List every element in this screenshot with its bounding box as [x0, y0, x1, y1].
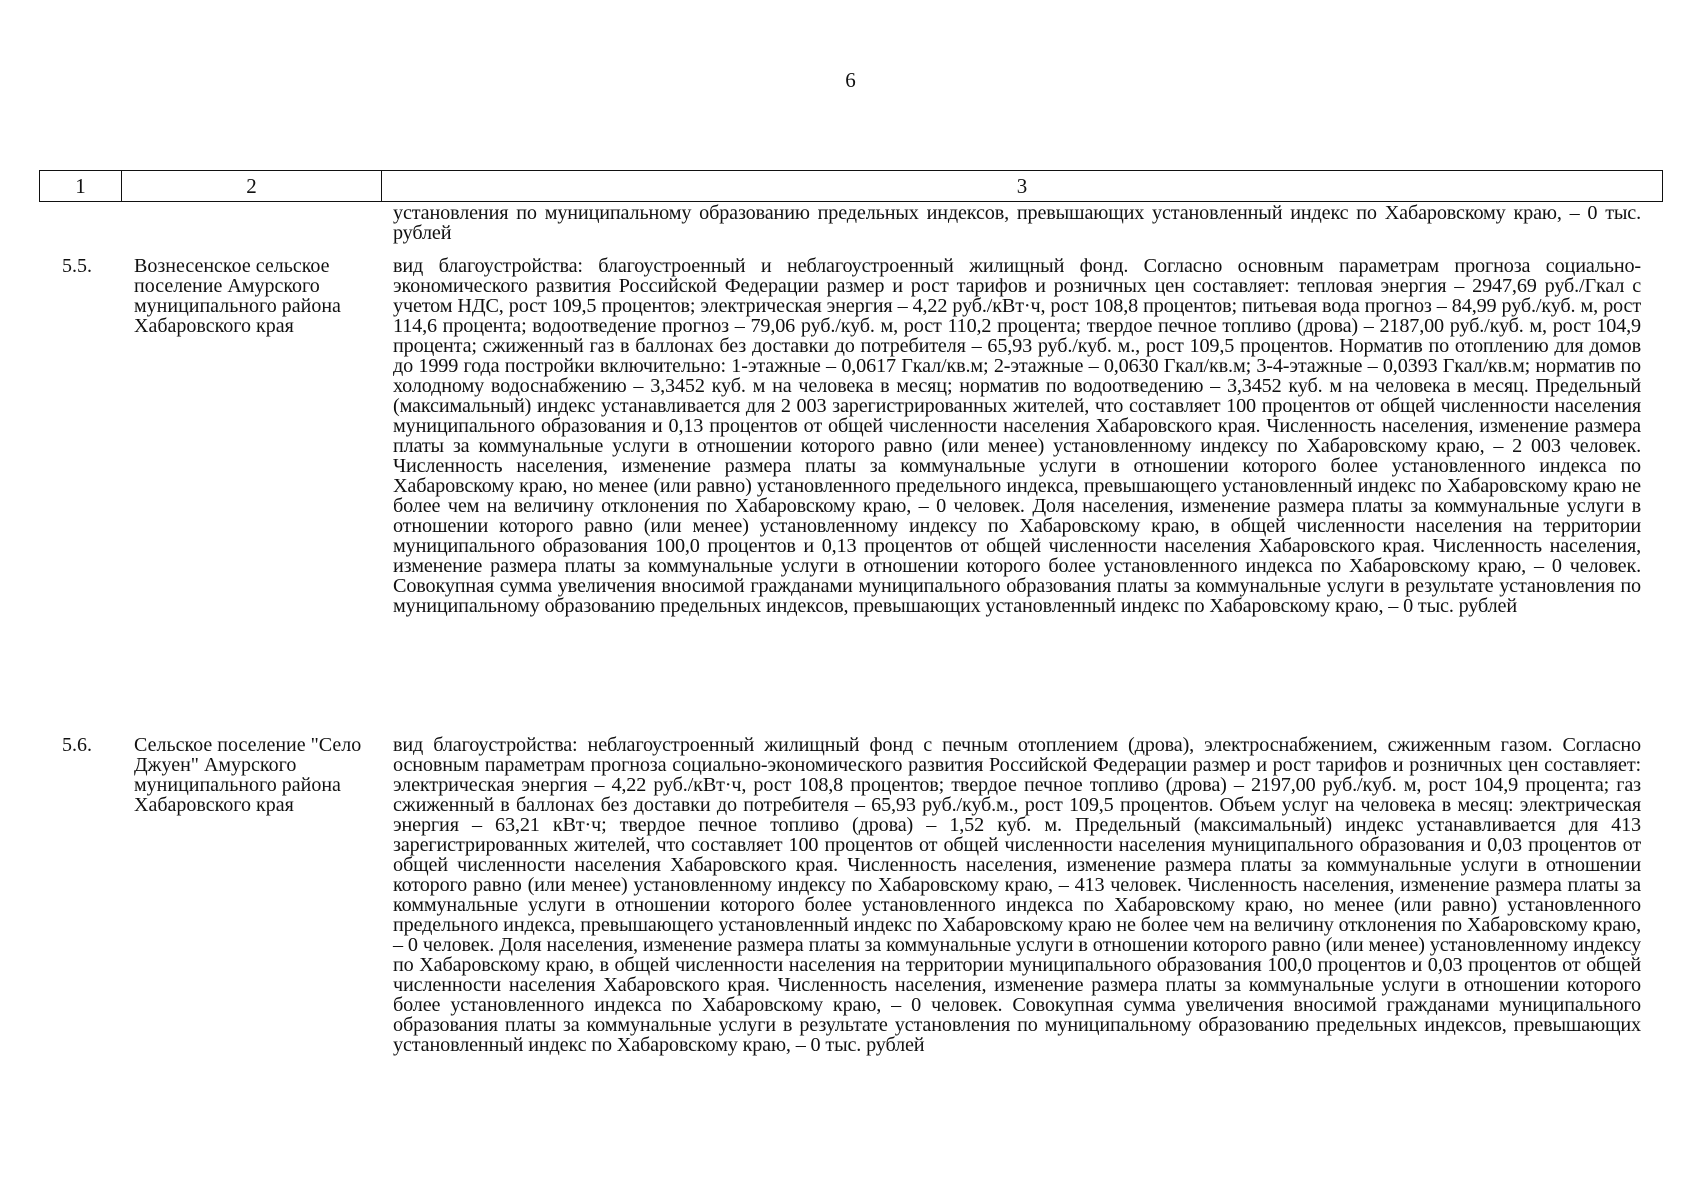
municipality-name: Сельское поселение "Село Джуен" Амурского муниципального района Хабаровского края: [134, 734, 362, 816]
row-number: 5.6.: [62, 734, 92, 756]
row-number: 5.5.: [62, 255, 92, 277]
continuation-text: установления по муниципальному образованию предельных индексов, превышающих установленный индекс по Хабаровскому краю, – 0 тыс. рублей: [393, 202, 1641, 244]
column-header-3: 3: [1016, 174, 1028, 198]
column-header-2: 2: [122, 171, 382, 201]
table-header-row: [39, 170, 1663, 202]
municipality-name: Вознесенское сельское поселение Амурского муниципального района Хабаровского края: [134, 255, 341, 337]
row-description: вид благоустройства: благоустроенный и неблагоустроенный жилищный фонд. Согласно основным параметрам прогноза социально-экономического развития Российской Федерации размер и рост тарифов и розничных цен составляет: тепловая энергия – 2947,69 руб./Гкал с учетом НДС, рост 109,5 процентов; электрическая энергия – 4,22 руб./кВт·ч, рост 108,8 процентов; питьевая вода прогноз – 84,99 руб./куб. м, рост 114,6 процента; водоотведение прогноз – 79,06 руб./куб. м, рост 110,2 процента; твердое печное топливо (дрова) – 2187,00 руб./куб. м, рост 104,9 процента; сжиженный газ в баллонах без доставки до потребителя – 65,93 руб./куб. м., рост 109,5 процентов. Норматив по отоплению для домов до 1999 года постройки включительно: 1-этажные – 0,0617 Гкал/кв.м; 2-этажные – 0,0630 Гкал/кв.м; 3-4-этажные – 0,0393 Гкал/кв.м; норматив по холодному водоснабжению – 3,3452 куб. м на человека в месяц; норматив по водоотведению – 3,3452 куб. м на человека в месяц. Предельный (максимальный) индекс устанавливается для 2 003 зарегистрированных жителей, что составляет 100 процентов от общей численности населения муниципального образования и 0,13 процентов от общей численности населения Хабаровского края. Численность населения, изменение размера платы за коммунальные услуги в отношении которого равно (или менее) установленному индексу по Хабаровскому краю, – 2 003 человек. Численность населения, изменение размера платы за коммунальные услуги в отношении которого более установленного индекса по Хабаровскому краю, но менее (или равно) установленного предельного индекса, превышающего установленный индекс по Хабаровскому краю не более чем на величину отклонения по Хабаровскому краю, – 0 человек. Доля населения, изменение размера платы за коммунальные услуги в отношении которого равно (или менее) установленному индексу по Хабаровскому краю, в общей численности населения на территории муниципального образования 100,0 процентов и 0,13 процентов от общей численности населения Хабаровского края. Численность населения, изменение размера платы за коммунальные услуги в отношении которого более установленного индекса по Хабаровскому краю, – 0 человек. Совокупная сумма увеличения вносимой гражданами муниципального образования платы за коммунальные услуги в результате установления по муниципальному образованию предельных индексов, превышающих установленный индекс по Хабаровскому краю, – 0 тыс. рублей: [393, 255, 1641, 617]
column-header-1: 1: [40, 171, 122, 201]
row-description: вид благоустройства: неблагоустроенный жилищный фонд с печным отоплением (дрова), электроснабжением, сжиженным газом. Согласно основным параметрам прогноза социально-экономического развития Российской Федерации размер и рост тарифов и розничных цен составляет: электрическая энергия – 4,22 руб./кВт·ч, рост 108,8 процентов; твердое печное топливо (дрова) – 2197,00 руб./куб. м, рост 104,9 процента; газ сжиженный в баллонах без доставки до потребителя – 65,93 руб./куб.м., рост 109,5 процентов. Объем услуг на человека в месяц: электрическая энергия – 63,21 кВт·ч; твердое печное топливо (дрова) – 1,52 куб. м. Предельный (максимальный) индекс устанавливается для 413 зарегистрированных жителей, что составляет 100 процентов от общей численности населения муниципального образования и 0,03 процентов от общей численности населения Хабаровского края. Численность населения, изменение размера платы за коммунальные услуги в отношении которого равно (или менее) установленному индексу по Хабаровскому краю, – 413 человек. Численность населения, изменение размера платы за коммунальные услуги в отношении которого более установленного индекса по Хабаровскому краю, но менее (или равно) установленного предельного индекса, превышающего установленный индекс по Хабаровскому краю не более чем на величину отклонения по Хабаровскому краю, – 0 человек. Доля населения, изменение размера платы за коммунальные услуги в отношении которого равно (или менее) установленному индексу по Хабаровскому краю, в общей численности населения на территории муниципального образования 100,0 процентов и 0,03 процентов от общей численности населения Хабаровского края. Численность населения, изменение размера платы за коммунальные услуги в отношении которого более установленного индекса по Хабаровскому краю, – 0 человек. Совокупная сумма увеличения вносимой гражданами муниципального образования платы за коммунальные услуги в результате установления по муниципальному образованию предельных индексов, превышающих установленный индекс по Хабаровскому краю, – 0 тыс. рублей: [393, 734, 1641, 1056]
page-number: 6: [845, 68, 856, 92]
